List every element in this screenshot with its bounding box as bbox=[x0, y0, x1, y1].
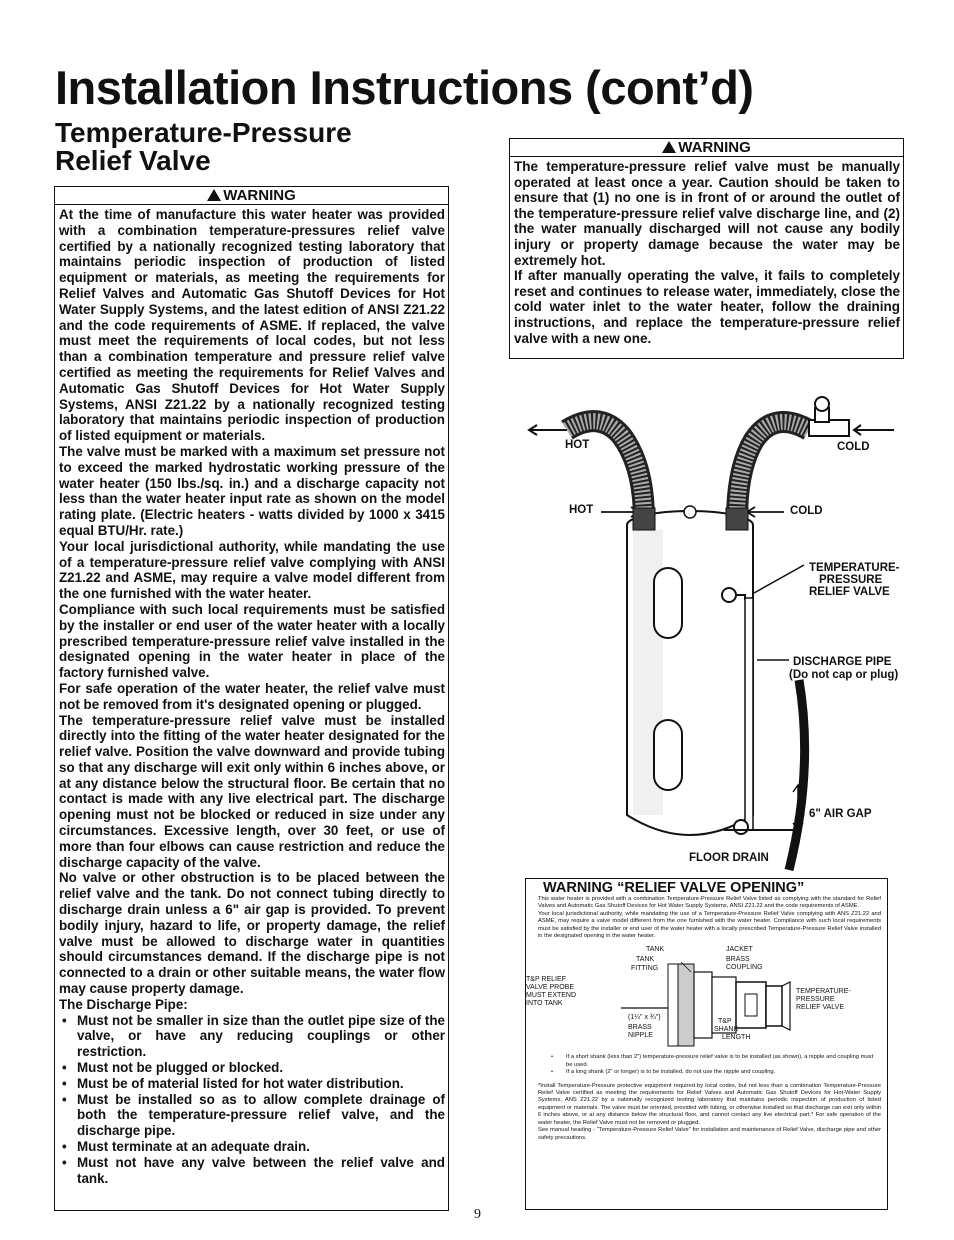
small-paragraph: See manual heading - "Temperature-Pressure Relief Valve" for installation and maintenance of Relief Valve, discharge pipe and other safety precautions. bbox=[538, 1127, 881, 1141]
list-item: • Must terminate at an adequate drain. bbox=[59, 1139, 445, 1155]
fig-probe-label-3: MUST EXTEND bbox=[526, 992, 577, 1000]
fig-tank-fitting-label-2: FITTING bbox=[631, 965, 659, 973]
right-paragraph: The temperature-pressure relief valve must be manually operated at least once a year. Caution should be taken to ensure that (1) no one is in front of or around the outlet of the temperature-pressure relief valve discharge line, and (2) the water manually discharged will not cause any bodily injury or property damage because the water may be extremely hot. bbox=[514, 159, 900, 268]
fig-tp-label-3: RELIEF VALVE bbox=[796, 1004, 844, 1012]
left-paragraph: The temperature-pressure relief valve must be installed directly into the fitting of the water heater designated for the relief valve. Position the valve downward and provide tubing so that any discharge will exit only within 6 inches above, or at any distance below the structural floor. Be certain that no contact is made with any live electrical part. The discharge opening must not be blocked or reduced in size under any circumstances. Excessive length, over 30 feet, or use of more than four elbows can cause restriction and reduce the discharge capacity of the valve. bbox=[59, 712, 445, 870]
small-paragraph: Your local jurisdictional authority, while mandating the use of a Temperature-Pressure Relief Valve complying with ANS Z21.22 and ASME, may require a valve model different from the one furnished with the water heater. Compliance with such local requirements must be satisfied by the installer or end user of the water heater with a locally prescribed Temperature-Pressure Relief Valve installed in the designated opening in the water heater. bbox=[538, 910, 881, 940]
cold-label-top: COLD bbox=[837, 441, 870, 453]
fig-tp-label-1: TEMPERATURE- bbox=[796, 988, 851, 996]
tp-label-3: RELIEF VALVE bbox=[809, 586, 890, 598]
fig-nipple-label-1: BRASS bbox=[628, 1024, 652, 1032]
left-warning-header bbox=[55, 187, 448, 205]
tp-valve bbox=[722, 588, 736, 602]
small-paragraph: *Install Temperature-Pressure protective equipment required by local codes, but not less than a combination Temperature-Pressure Relief Valve certified as meeting the requirements for Relief Valves and Automatic Gas Shutoff Devices for Hot-Water Supply Systems, ANS Z21.22 by a nationally recognized testing laboratory that maintains periodic inspection of production of listed equipment or materials. The valve must be oriented, provided with tubing, or otherwise installed so that discharge can exit only within 6 inches above, or at any distance below the structural floor, and cannot contact any live electrical part.* For safe operation of the water heater, the Relief Valve must not be removed or plugged. bbox=[538, 1082, 881, 1126]
relief-valve-opening-box bbox=[525, 878, 888, 1210]
list-item: • Must not be smaller in size than the outlet pipe size of the valve, or have any reducing couplings or other restriction. bbox=[59, 1013, 445, 1060]
right-warning-header bbox=[510, 139, 903, 157]
left-paragraph: At the time of manufacture this water heater was provided with a combination temperature-pressures relief valve certified by a nationally recognized testing laboratory that maintains periodic inspection of production of listed equipment or materials, as meeting the requirements for Relief Valves and Automatic Gas Shutoff Devices for Hot Water Supply Systems, and the latest edition of ANSI Z21.22 and the code requirements of ASME. If replaced, the valve must meet the requirements of local codes, but not less than a combination temperature and pressure relief valve certified as meeting the requirements for Relief Valves and Automatic Gas Shutoff Devices for Hot Water Supply Systems, ANSI Z21.22 by a nationally recognized testing laboratory that maintains periodic inspection of production of listed equipment or materials. bbox=[59, 207, 445, 444]
right-paragraph: If after manually operating the valve, it fails to completely reset and continues to release water, immediately, close the cold water inlet to the water heater, follow the draining instructions, and replace the temperature-pressure relief valve with a new one. bbox=[514, 268, 900, 346]
fig-jacket-label: JACKET bbox=[726, 946, 753, 954]
relief-valve-opening-heading: WARNING “RELIEF VALVE OPENING” bbox=[543, 880, 805, 896]
discharge-pipe-list bbox=[59, 1013, 445, 1187]
list-item: • Must not have any valve between the relief valve and tank. bbox=[59, 1155, 445, 1187]
fig-size-label: (1¼" x ¾") bbox=[628, 1014, 661, 1022]
small-paragraph: This water heater is provided with a combination Temperature-Pressure Relief Valve listed as complying with the standard for Relief Valves and Automatic Gas Shutoff Devices for Hot Water Supply Systems, ANSI Z21.22 and the code requirements of ASME. bbox=[538, 896, 881, 910]
fig-probe-label-1: T&P RELIEF bbox=[526, 976, 566, 984]
warning-triangle-icon bbox=[207, 189, 221, 201]
water-heater-illustration bbox=[509, 390, 914, 880]
right-warning-label: WARNING bbox=[678, 139, 751, 156]
fig-shank-label-2: SHANK bbox=[714, 1026, 739, 1034]
cold-label-mid: COLD bbox=[790, 505, 823, 517]
lower-access-panel bbox=[654, 720, 682, 790]
fig-tank-label: TANK bbox=[646, 946, 665, 954]
air-gap-label: 6" AIR GAP bbox=[809, 808, 872, 820]
discharge-pipe-label: DISCHARGE PIPE bbox=[793, 656, 892, 668]
fig-probe-label-2: VALVE PROBE bbox=[526, 984, 574, 992]
page-title: Installation Instructions (cont’d) bbox=[55, 61, 754, 114]
left-paragraph: For safe operation of the water heater, the relief valve must not be removed from it's designated opening or plugged. bbox=[59, 680, 445, 712]
fig-nipple-label-2: NIPPLE bbox=[628, 1032, 653, 1040]
fig-brass-coupling-label-2: COUPLING bbox=[726, 964, 763, 972]
relief-valve-opening-text bbox=[526, 896, 887, 940]
left-paragraph: Your local jurisdictional authority, while mandating the use of a temperature-pressure relief valve complying with ANSI Z21.22 and ASME, may require a valve model different from the one furnished with the water heater. bbox=[59, 538, 445, 602]
fig-tank-fitting-label-1: TANK bbox=[636, 956, 655, 964]
floor-drain-pipe bbox=[789, 680, 805, 870]
section-title bbox=[55, 119, 352, 175]
cold-arrow-top bbox=[854, 425, 894, 435]
hot-arrow-top bbox=[529, 425, 567, 435]
left-paragraph: Compliance with such local requirements must be satisfied by the installer or end user of the water heater with a locally prescribed temperature-pressure relief valve installed in the designated opening in the water heater in place of the factory furnished valve. bbox=[59, 601, 445, 681]
page-number: 9 bbox=[474, 1207, 481, 1222]
tp-label-1: TEMPERATURE- bbox=[809, 562, 900, 574]
fig-brass-coupling-label-1: BRASS bbox=[726, 956, 750, 964]
shank-notes-list bbox=[526, 1054, 887, 1076]
discharge-pipe bbox=[745, 598, 753, 830]
right-warning-body bbox=[510, 157, 903, 346]
left-warning-body bbox=[55, 205, 448, 1186]
left-warning-label: WARNING bbox=[223, 187, 296, 204]
tp-valve-fitting-figure bbox=[526, 942, 887, 1052]
list-item: • Must not be plugged or blocked. bbox=[59, 1060, 445, 1076]
tp-label-2: PRESSURE bbox=[819, 574, 883, 586]
section-title-line2: Relief Valve bbox=[55, 145, 211, 176]
water-heater-diagram bbox=[509, 390, 914, 880]
warning-triangle-icon bbox=[662, 141, 676, 153]
cold-arrow-mid bbox=[747, 507, 784, 517]
list-item: • If a short shank (less than 2") temperature-pressure relief valve is to be installed (as shown), a nipple and coupling must be used. bbox=[548, 1054, 881, 1069]
left-paragraph: No valve or other obstruction is to be placed between the relief valve and the tank. Do not connect tubing directly to discharge drain unless a 6" air gap is provided. To prevent bodily injury, hazard to life, or property damage, the relief valve must be allowed to discharge water in quantities should circumstances demand. If the discharge pipe is not connected to a drain or other suitable means, the water flow may cause property damage. bbox=[59, 870, 445, 997]
list-item: • Must be installed so as to allow complete drainage of both the temperature-pressure relief valve, and the discharge pipe. bbox=[59, 1092, 445, 1139]
hot-label-mid: HOT bbox=[569, 504, 594, 516]
fig-tp-label-2: PRESSURE bbox=[796, 996, 835, 1004]
fig-shank-label-3: LENGTH bbox=[722, 1034, 751, 1042]
left-paragraph: The valve must be marked with a maximum set pressure not to exceed the marked hydrostatic working pressure of the water heater (150 lbs./sq. in.) and a discharge capacity not less than the water heater input rate as shown on the model rating plate. (Electric heaters - watts divided by 1000 x 3415 equal BTU/Hr. rate.) bbox=[59, 443, 445, 538]
left-paragraph: The Discharge Pipe: bbox=[59, 996, 188, 1012]
hot-label-top: HOT bbox=[565, 439, 590, 451]
section-title-line1: Temperature-Pressure bbox=[55, 117, 352, 148]
floor-drain-label: FLOOR DRAIN bbox=[689, 852, 769, 864]
discharge-pipe-note: (Do not cap or plug) bbox=[789, 669, 899, 681]
upper-access-panel bbox=[654, 568, 682, 638]
fig-probe-label-4: INTO TANK bbox=[526, 1000, 563, 1008]
left-warning-box bbox=[54, 186, 449, 1211]
list-item: • Must be of material listed for hot water distribution. bbox=[59, 1076, 445, 1092]
relief-valve-opening-footnote bbox=[526, 1083, 887, 1142]
list-item: • If a long shank (2" or longer) is to be installed, do not use the nipple and coupling. bbox=[548, 1069, 881, 1076]
fig-shank-label-1: T&P bbox=[718, 1018, 732, 1026]
right-warning-box bbox=[509, 138, 904, 359]
